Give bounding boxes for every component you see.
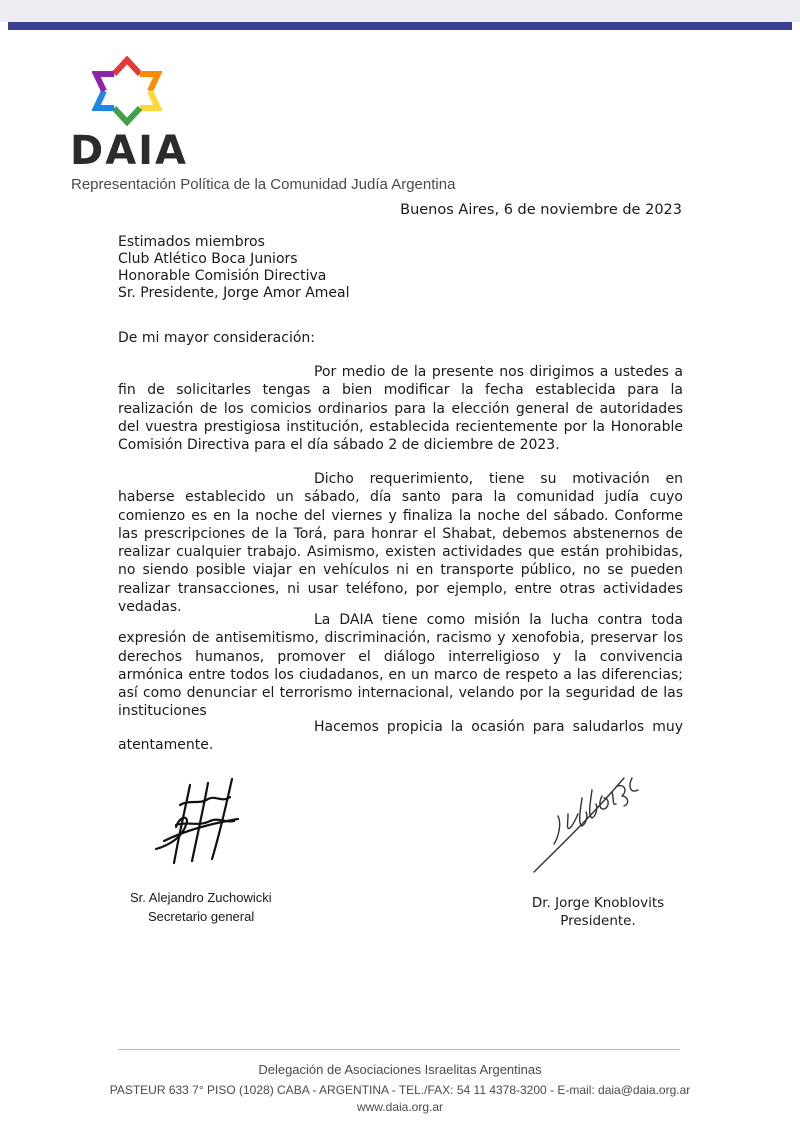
addressee-block xyxy=(118,234,350,302)
signatory-right-title: Presidente. xyxy=(560,913,636,929)
daia-logo-wordmark: DAIA xyxy=(70,128,188,174)
signatory-left-name: Sr. Alejandro Zuchowicki xyxy=(130,890,272,905)
signatory-left xyxy=(130,888,272,926)
addressee-line: Sr. Presidente, Jorge Amor Ameal xyxy=(118,285,350,301)
footer-address: PASTEUR 633 7° PISO (1028) CABA - ARGENTINA - TEL./FAX: 54 11 4378-3200 - E-mail: daia@daia.org.ar xyxy=(109,1083,691,1097)
paragraph: Dicho requerimiento, tiene su motivación en haberse establecido un sábado, día santo para la comunidad judía cuyo comienzo es en la noche del viernes y finaliza la noche del sábado. Conforme las prescripciones de la Torá, para honrar el Shabat, debemos abstenernos de realizar cualquier trabajo. Asimismo, existen actividades que están prohibidas, no siendo posible viajar en vehículos ni en transporte público, no se pueden realizar transacciones, ni usar teléfono, por ejemplo, entre otras actividades vedadas. xyxy=(118,471,683,616)
footer-org: Delegación de Asociaciones Israelitas Argentinas xyxy=(258,1062,542,1077)
paragraph: Hacemos propicia la ocasión para saludarlos muy atentamente. xyxy=(118,719,683,754)
paragraph: Por medio de la presente nos dirigimos a ustedes a fin de solicitarles tengas a bien modificar la fecha establecida para la realización de los comicios ordinarios para la elección general de autoridades del vuestra prestigiosa institución, establecida recientemente por la Honorable Comisión Directiva para el día sábado 2 de diciembre de 2023. xyxy=(118,364,683,454)
signatory-left-title: Secretario general xyxy=(148,909,255,924)
addressee-line: Club Atlético Boca Juniors xyxy=(118,251,298,267)
letter-date: Buenos Aires, 6 de noviembre de 2023 xyxy=(400,202,682,218)
addressee-line: Estimados miembros xyxy=(118,234,265,250)
tagline: Representación Política de la Comunidad Judía Argentina xyxy=(71,176,456,193)
header-color-band xyxy=(8,22,792,30)
footer-website: www.daia.org.ar xyxy=(356,1100,444,1114)
footer-divider xyxy=(118,1049,680,1050)
window-top-margin xyxy=(0,0,800,22)
paragraph: La DAIA tiene como misión la lucha contra toda expresión de antisemitismo, discriminación, racismo y xenofobia, preservar los derechos humanos, promover el diálogo interreligioso y la convivencia armónica entre todos los ciudadanos, en un marco de respeto a las diferencias; así como denunciar el terrorismo internacional, velando por la seguridad de las instituciones xyxy=(118,612,683,720)
star-of-david-logo-icon xyxy=(92,56,162,126)
signatory-right xyxy=(528,894,668,930)
salutation: De mi mayor consideración: xyxy=(118,330,315,346)
signature-left-image xyxy=(150,775,245,870)
signatory-right-name: Dr. Jorge Knoblovits xyxy=(531,895,665,911)
signature-right-image xyxy=(528,768,646,878)
addressee-line: Honorable Comisión Directiva xyxy=(118,268,327,284)
